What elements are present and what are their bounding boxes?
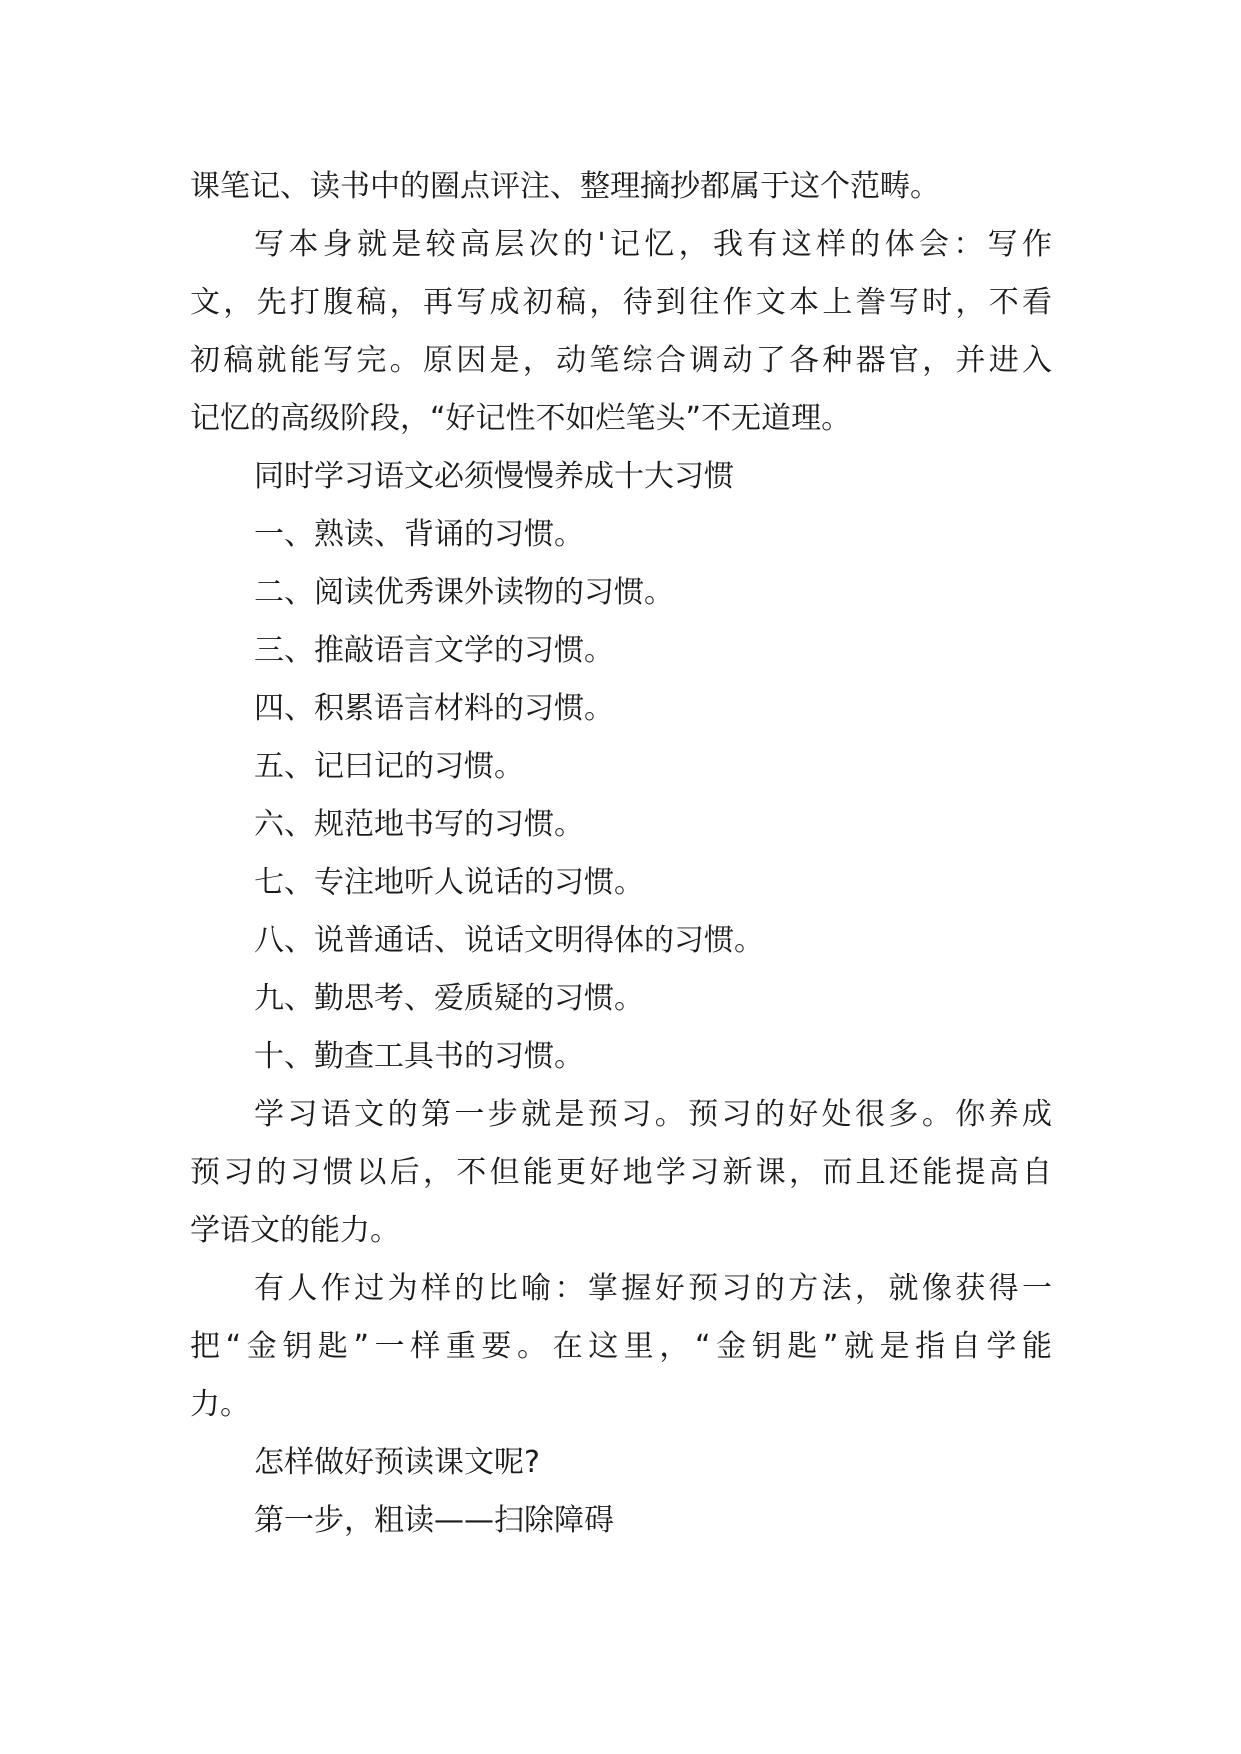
text-line: 三、推敲语言文学的习惯。 bbox=[254, 633, 614, 668]
text-line: 写本身就是较高层次的'记忆，我有这样的体会：写作 bbox=[254, 227, 1052, 262]
text-line: 怎样做好预读课文呢? bbox=[254, 1445, 540, 1480]
text-line: 七、专注地听人说话的习惯。 bbox=[254, 865, 644, 900]
text-line: 四、积累语言材料的习惯。 bbox=[254, 691, 614, 726]
text-line: 学语文的能力。 bbox=[190, 1213, 400, 1248]
paragraph bbox=[190, 680, 1052, 738]
text-line: 初稿就能写完。原因是，动笔综合调动了各种器官，并进入 bbox=[190, 343, 1052, 378]
paragraph bbox=[190, 1434, 1052, 1492]
text-line: 文，先打腹稿，再写成初稿，待到往作文本上誊写时，不看 bbox=[190, 285, 1052, 320]
document-body bbox=[190, 158, 1052, 1550]
text-line: 把“金钥匙”一样重要。在这里，“金钥匙”就是指自学能 bbox=[190, 1329, 1052, 1364]
text-line: 第一步，粗读——扫除障碍 bbox=[254, 1503, 614, 1538]
text-line: 力。 bbox=[190, 1387, 250, 1422]
paragraph bbox=[190, 448, 1052, 506]
paragraph bbox=[190, 158, 1052, 216]
text-line: 有人作过为样的比喻：掌握好预习的方法，就像获得一 bbox=[254, 1271, 1052, 1306]
text-line: 学习语文的第一步就是预习。预习的好处很多。你养成 bbox=[254, 1097, 1052, 1132]
paragraph bbox=[190, 854, 1052, 912]
paragraph bbox=[190, 622, 1052, 680]
text-line: 八、说普通话、说话文明得体的习惯。 bbox=[254, 923, 764, 958]
paragraph bbox=[190, 1028, 1052, 1086]
text-line: 课笔记、读书中的圈点评注、整理摘抄都属于这个范畴。 bbox=[190, 169, 940, 204]
paragraph bbox=[190, 564, 1052, 622]
text-line: 六、规范地书写的习惯。 bbox=[254, 807, 584, 842]
paragraph bbox=[190, 1260, 1052, 1434]
paragraph bbox=[190, 216, 1052, 448]
paragraph bbox=[190, 796, 1052, 854]
text-line: 五、记曰记的习惯。 bbox=[254, 749, 524, 784]
paragraph bbox=[190, 970, 1052, 1028]
paragraph bbox=[190, 912, 1052, 970]
text-line: 二、阅读优秀课外读物的习惯。 bbox=[254, 575, 674, 610]
text-line: 十、勤查工具书的习惯。 bbox=[254, 1039, 584, 1074]
paragraph bbox=[190, 506, 1052, 564]
text-line: 一、熟读、背诵的习惯。 bbox=[254, 517, 584, 552]
paragraph bbox=[190, 1492, 1052, 1550]
text-line: 同时学习语文必须慢慢养成十大习惯 bbox=[254, 459, 734, 494]
text-line: 记忆的高级阶段，“好记性不如烂笔头”不无道理。 bbox=[190, 401, 852, 436]
text-line: 九、勤思考、爱质疑的习惯。 bbox=[254, 981, 644, 1016]
text-line: 预习的习惯以后，不但能更好地学习新课，而且还能提高自 bbox=[190, 1155, 1052, 1190]
paragraph bbox=[190, 738, 1052, 796]
paragraph bbox=[190, 1086, 1052, 1260]
